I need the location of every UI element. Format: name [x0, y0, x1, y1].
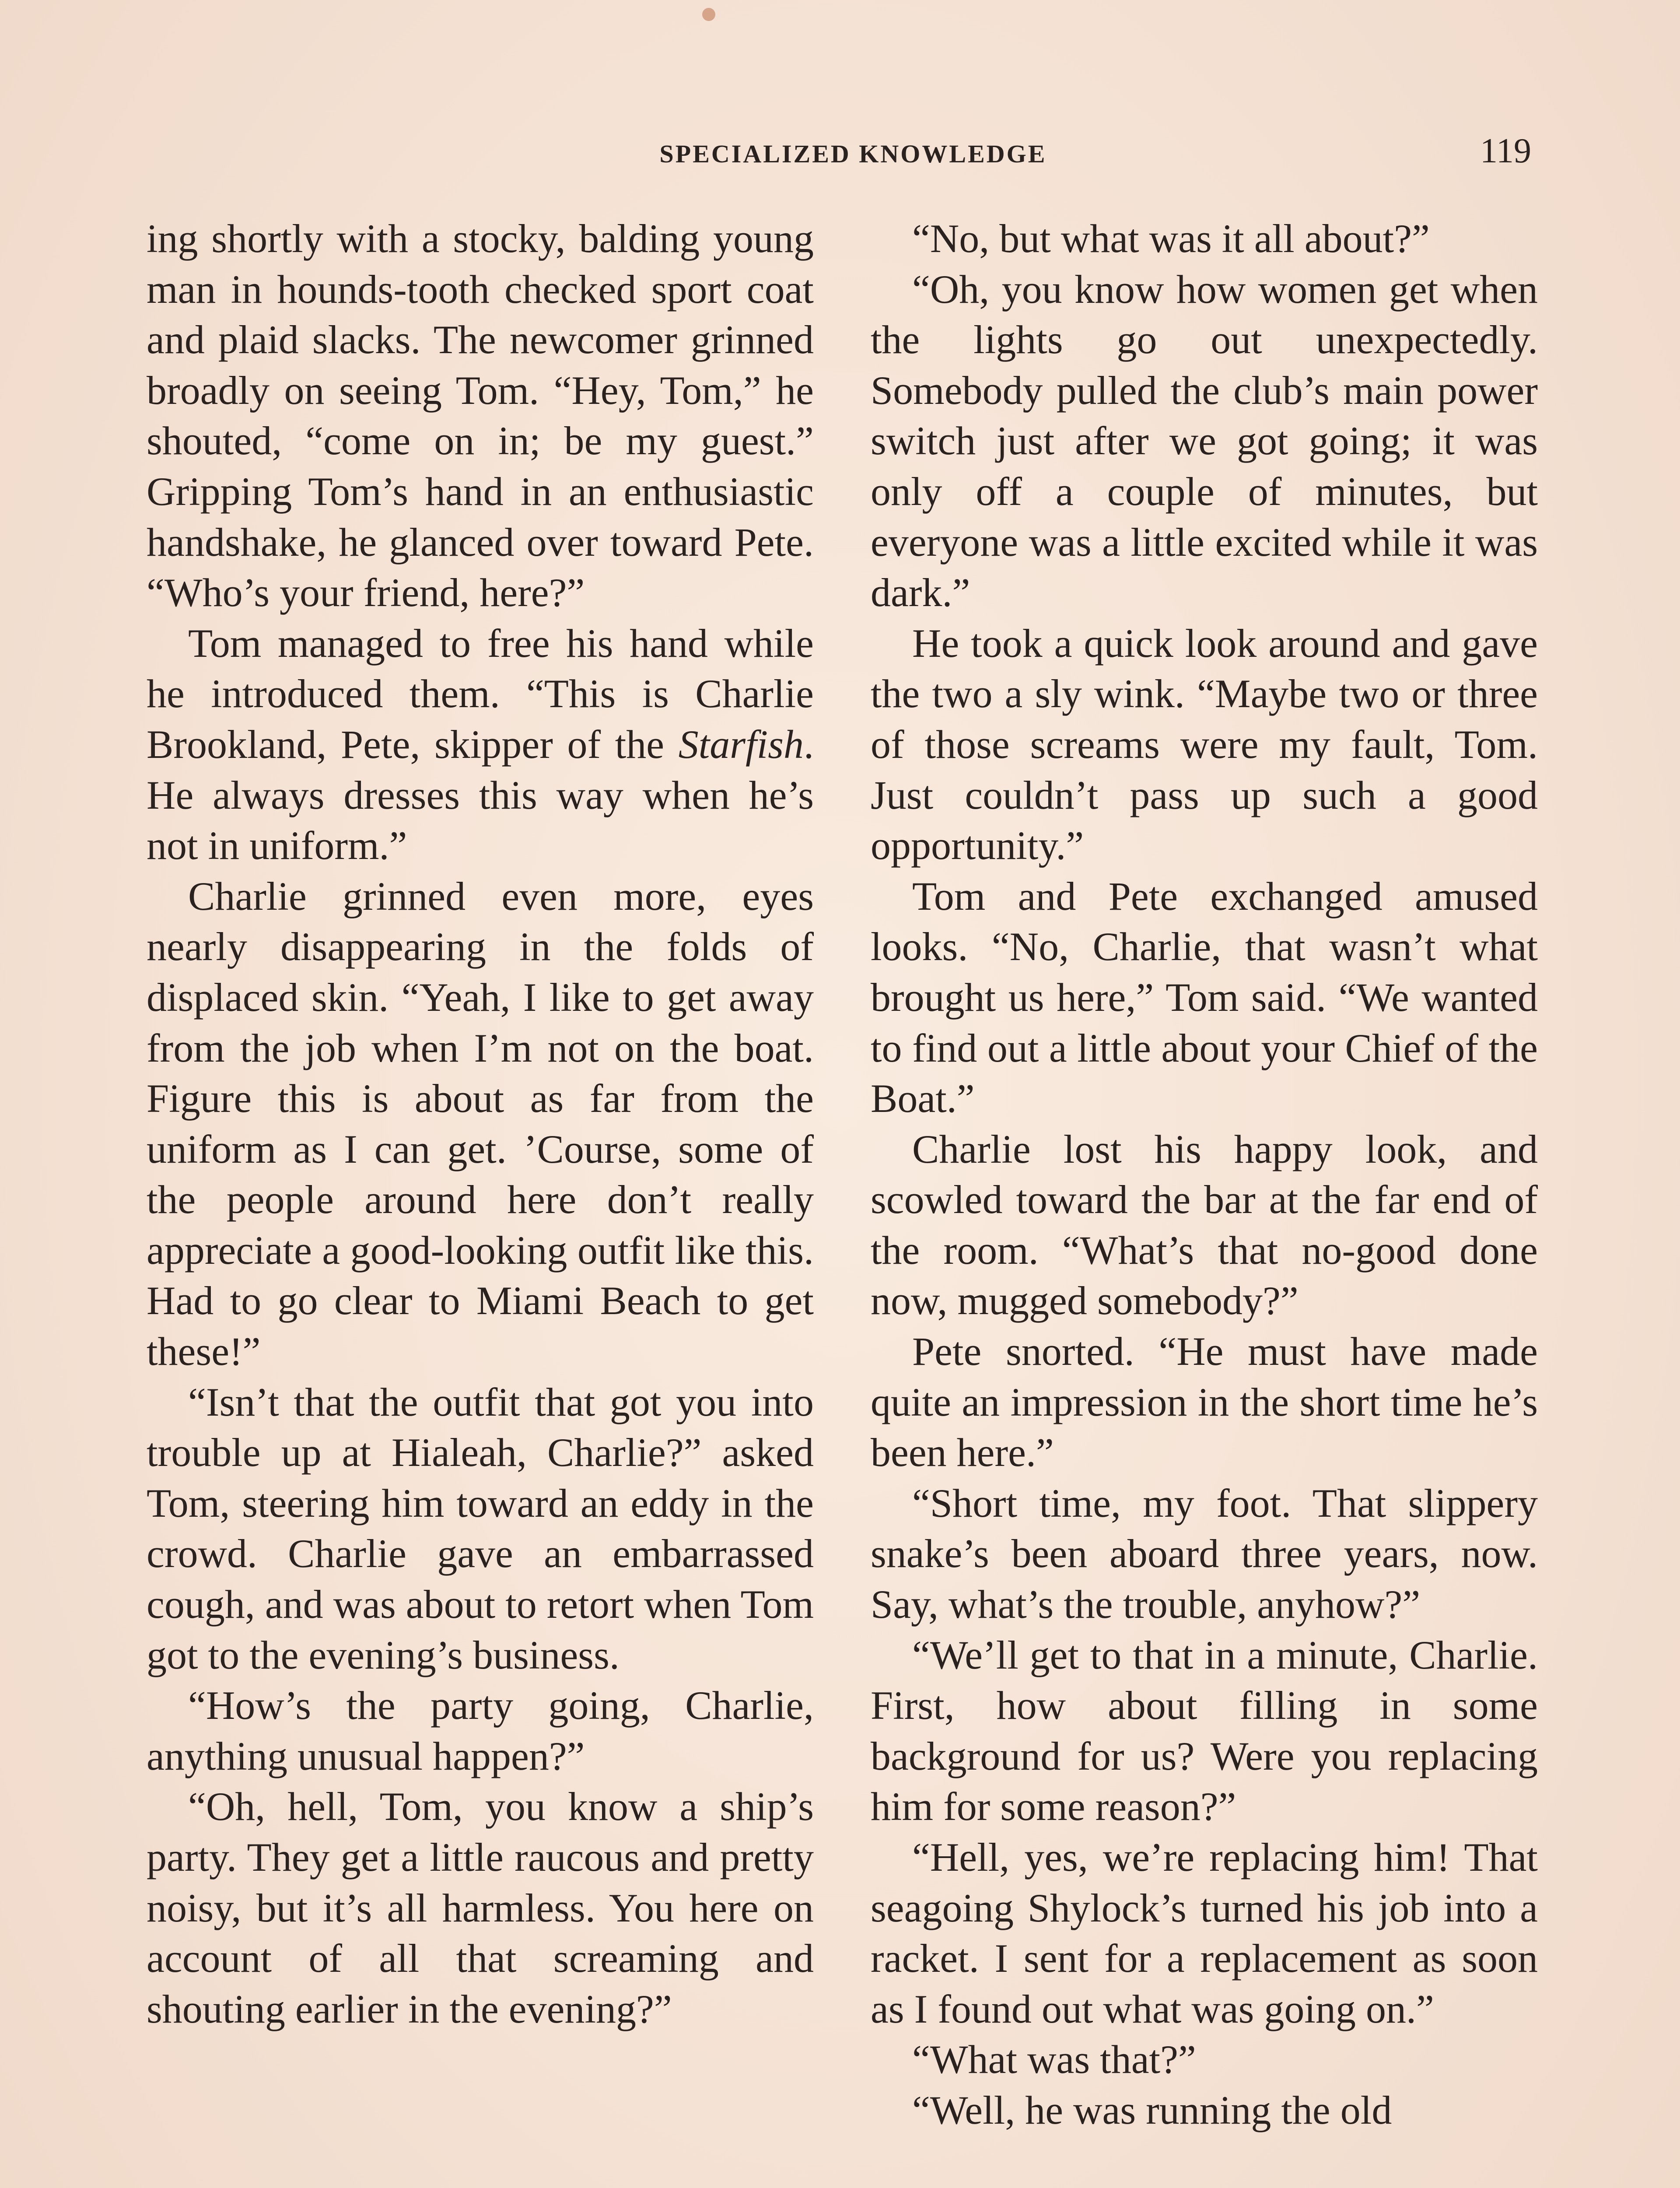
paragraph: Tom and Pete exchanged amused looks. “No, Charlie, that wasn’t what brought us here,” Tom said. “We wanted to find out a little about your Chief of the Boat.”: [871, 873, 1538, 1121]
paragraph: “Oh, you know how women get when the lights go out unexpectedly. Somebody pulled the club’s main power switch just after we got going; it was only off a couple of minutes, but everyone was a little excited while it was dark.”: [871, 266, 1538, 615]
paragraph: “We’ll get to that in a minute, Charlie. First, how about filling in some background for us? Were you replacing him for some reason?”: [871, 1632, 1538, 1829]
paper-speck: [702, 8, 715, 21]
page-number: 119: [1480, 132, 1531, 170]
paragraph: [147, 618, 814, 871]
paragraph: “How’s the party going, Charlie, anything unusual happen?”: [147, 1683, 814, 1778]
paragraph: “Short time, my foot. That slippery snake’s been aboard three years, now. Say, what’s the trouble, anyhow?”: [871, 1480, 1538, 1627]
paragraph: “What was that?”: [912, 2037, 1196, 2082]
paragraph: He took a quick look around and gave the two a sly wink. “Maybe two or three of those screams were my fault, Tom. Just couldn’t pass up such a good opportunity.”: [871, 621, 1538, 868]
running-head: SPECIALIZED KNOWLEDGE: [659, 140, 1047, 168]
left-column: [147, 214, 814, 2034]
paragraph: “Well, he was running the old: [912, 2087, 1392, 2132]
paragraph: Charlie grinned even more, eyes nearly disappearing in the folds of displaced skin. “Yeah, I like to get away from the job when I’m not on the boat. Figure this is about as far from the uniform as I can get. ’Course, some of the people around here don’t really appreciate a good-looking outfit like this. Had to go clear to Miami Beach to get these!”: [147, 873, 814, 1374]
paragraph-text-end: . He always dresses this way when he’s not in uniform.”: [147, 722, 814, 868]
paragraph: Charlie lost his happy look, and scowled toward the bar at the far end of the room. “What’s that no-good done now, mugged somebody?”: [871, 1126, 1538, 1323]
paragraph: Pete snorted. “He must have made quite an impression in the short time he’s been here.”: [871, 1329, 1538, 1475]
paragraph: “No, but what was it all about?”: [912, 216, 1430, 261]
paragraph: ing shortly with a stocky, balding young man in hounds-tooth checked sport coat and plaid slacks. The newcomer grinned broadly on seeing Tom. “Hey, Tom,” he shouted, “come on in; be my guest.” Gripping Tom’s hand in an enthusiastic handshake, he glanced over toward Pete. “Who’s your friend, here?”: [147, 216, 814, 615]
boat-name: Starfish: [678, 722, 804, 767]
right-column: [871, 214, 1538, 2136]
paragraph: “Isn’t that the outfit that got you into trouble up at Hialeah, Charlie?” asked Tom, steering him toward an eddy in the crowd. Charlie gave an embarrassed cough, and was about to retort when Tom got to the evening’s business.: [147, 1379, 814, 1677]
paragraph-text-start: Tom managed to free his hand while he introduced them. “This is Charlie Brookland, Pete, skipper of the: [147, 621, 814, 767]
paragraph: “Oh, hell, Tom, you know a ship’s party. They get a little raucous and pretty noisy, but it’s all harmless. You here on account of all that screaming and shouting earlier in the evening?”: [147, 1784, 814, 2031]
paragraph: “Hell, yes, we’re replacing him! That seagoing Shylock’s turned his job into a racket. I sent for a replacement as soon as I found out what was going on.”: [871, 1835, 1538, 2031]
